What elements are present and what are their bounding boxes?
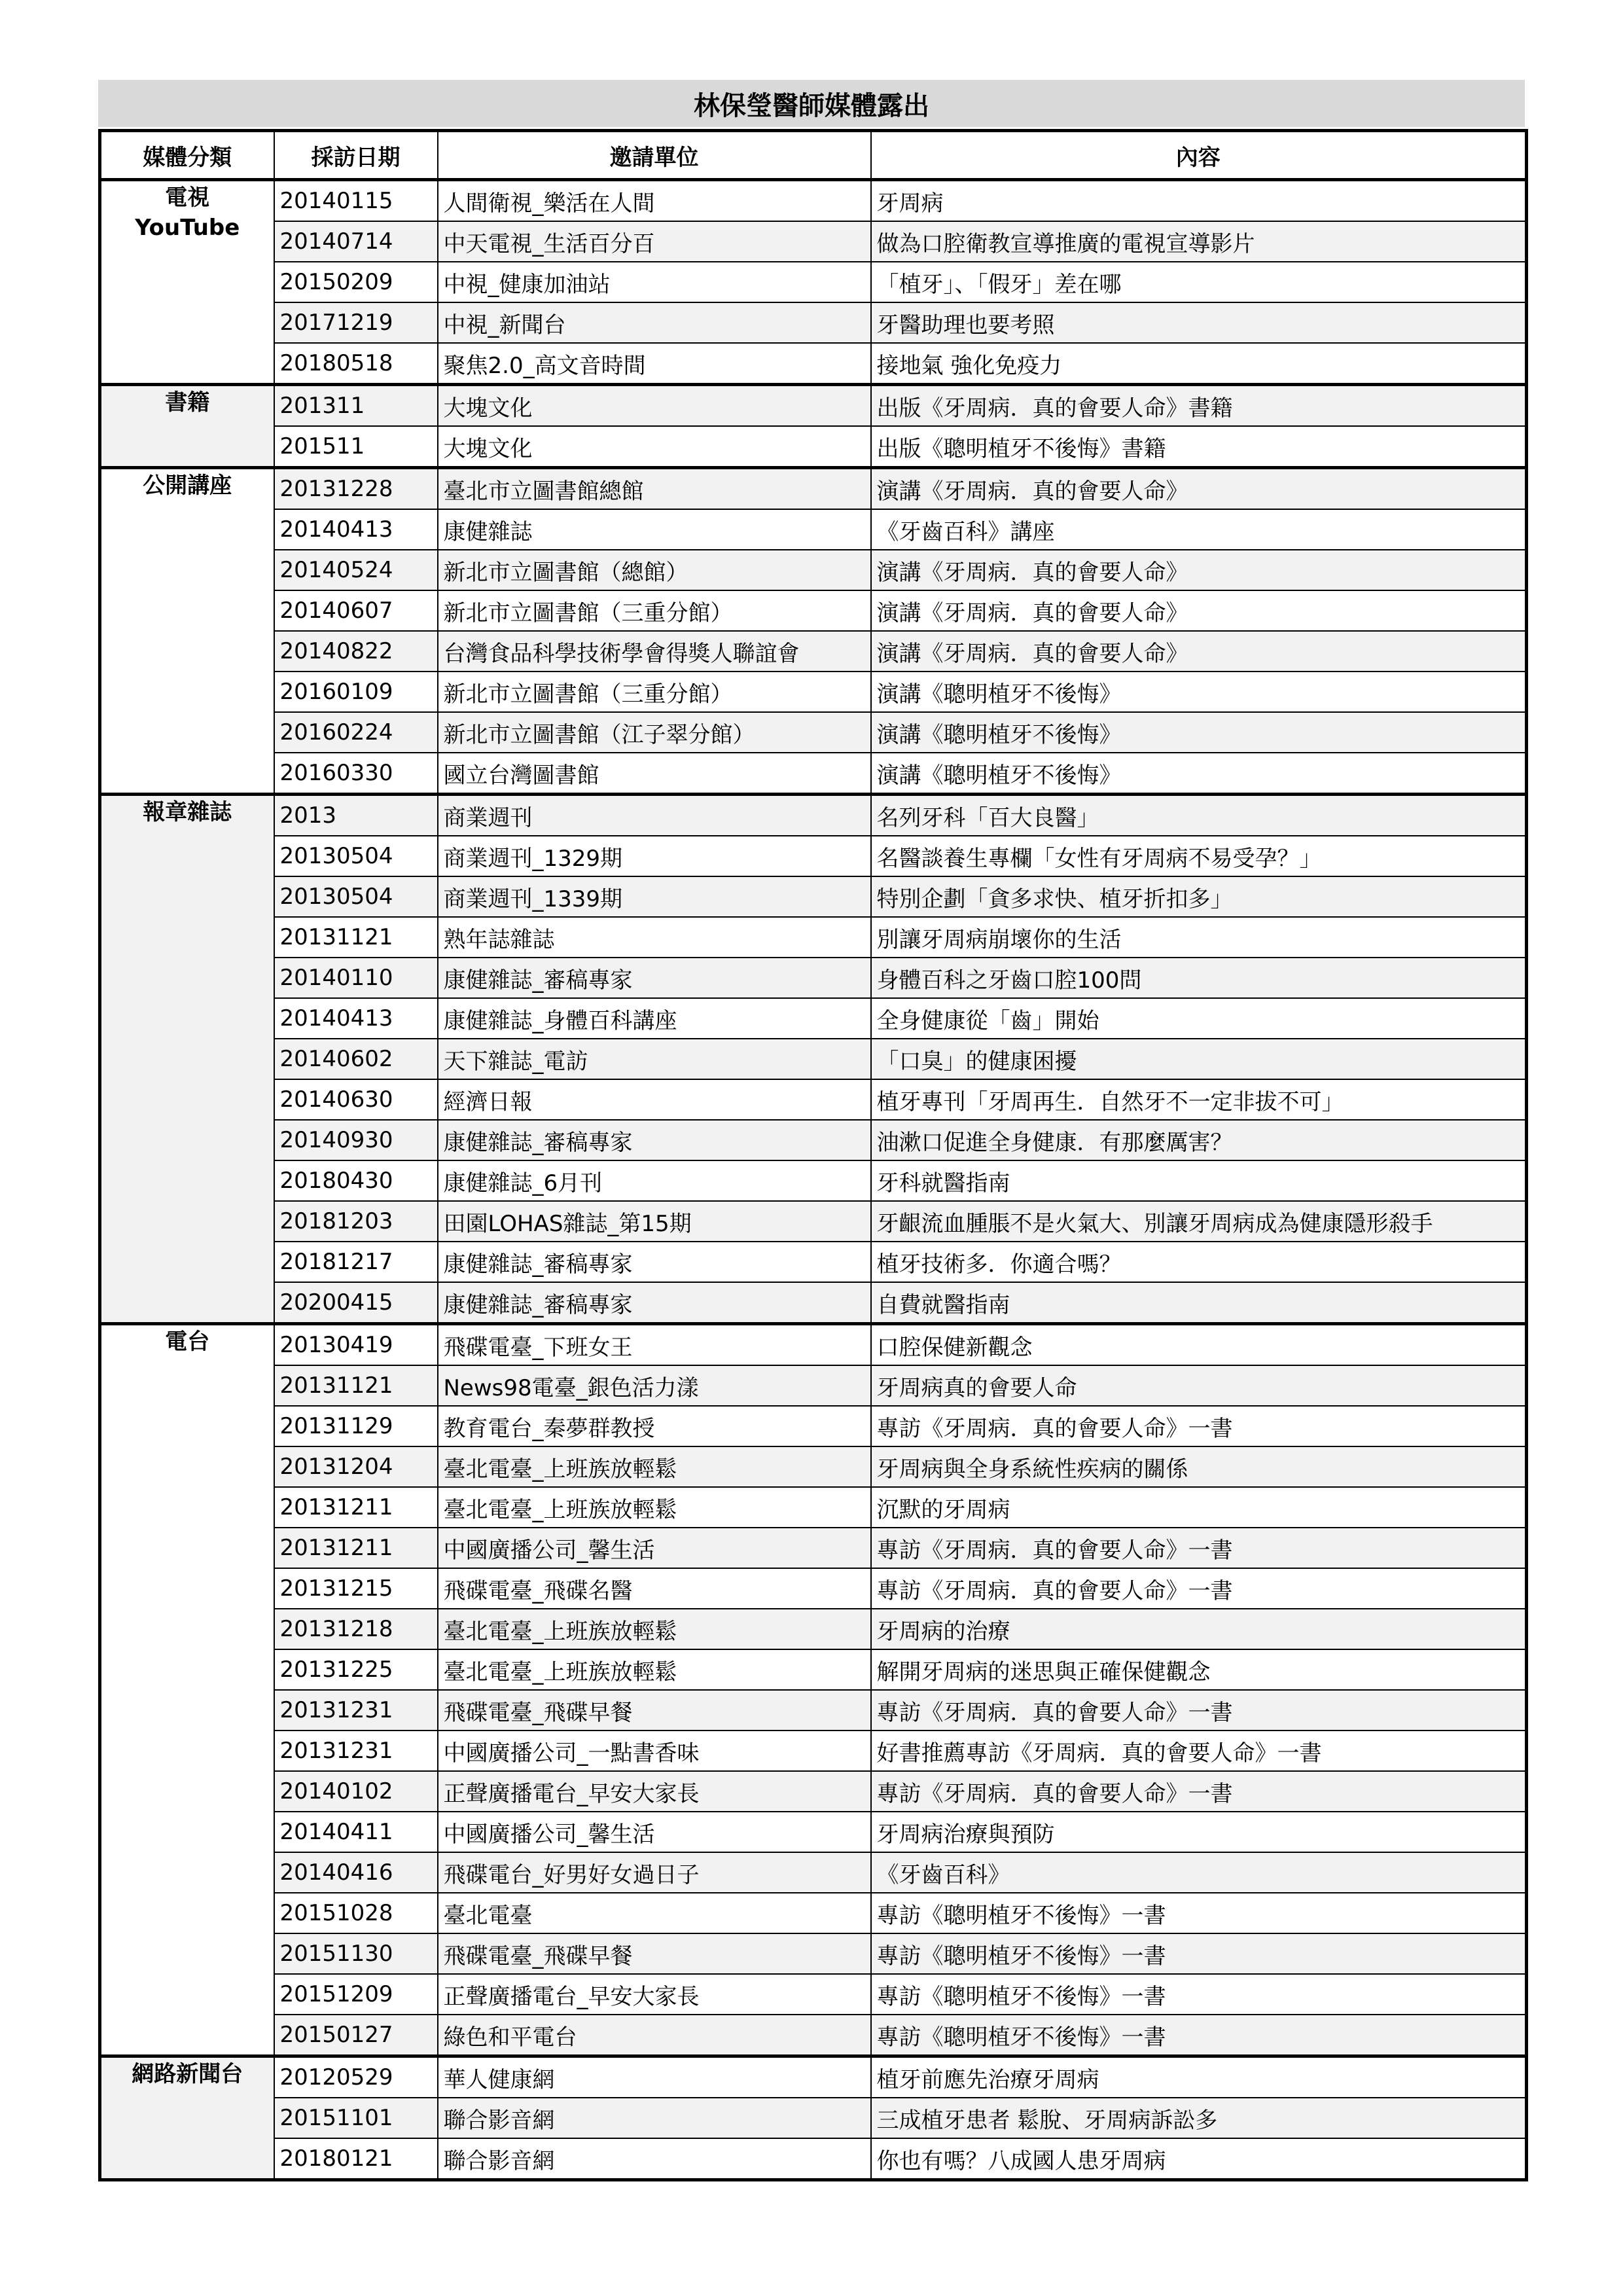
organizer-cell: 臺北電臺_上班族放輕鬆 (438, 1487, 871, 1528)
organizer-cell: 中國廣播公司_一點書香味 (438, 1731, 871, 1771)
date-cell: 20171219 (274, 302, 438, 343)
organizer-cell: 飛碟電臺_下班女王 (438, 1324, 871, 1366)
date-cell: 20180518 (274, 343, 438, 385)
organizer-cell: News98電臺_銀色活力漾 (438, 1365, 871, 1406)
organizer-cell: 台灣食品科學技術學會得獎人聯誼會 (438, 631, 871, 672)
table-row (100, 1731, 1527, 1771)
content-cell: 專訪《牙周病．真的會要人命》一書 (871, 1690, 1527, 1731)
date-cell: 20140714 (274, 221, 438, 262)
organizer-cell: 中天電視_生活百分百 (438, 221, 871, 262)
content-cell: 植牙技術多．你適合嗎？ (871, 1242, 1527, 1282)
content-cell: 你也有嗎？八成國人患牙周病 (871, 2138, 1527, 2180)
table-row (100, 1528, 1527, 1568)
date-cell: 201511 (274, 426, 438, 468)
table-row (100, 1609, 1527, 1649)
table-row (100, 672, 1527, 712)
category-label: 報章雜誌 (143, 799, 232, 825)
date-cell: 20140630 (274, 1079, 438, 1120)
organizer-cell: 臺北電臺_上班族放輕鬆 (438, 1609, 871, 1649)
table-row (100, 753, 1527, 795)
content-cell: 專訪《牙周病．真的會要人命》一書 (871, 1528, 1527, 1568)
organizer-cell: 大塊文化 (438, 426, 871, 468)
date-cell: 20131225 (274, 1649, 438, 1690)
category-label: 電視 (165, 185, 210, 211)
date-cell: 20140416 (274, 1852, 438, 1893)
category-label: YouTube (135, 215, 240, 241)
table-row (100, 1487, 1527, 1528)
organizer-cell: 教育電台_秦夢群教授 (438, 1406, 871, 1446)
date-cell: 20140607 (274, 590, 438, 631)
content-cell: 牙周病治療與預防 (871, 1812, 1527, 1852)
content-cell: 別讓牙周病崩壞你的生活 (871, 917, 1527, 958)
category-label: 公開講座 (143, 473, 232, 499)
header-date: 採訪日期 (274, 131, 438, 180)
content-cell: 《牙齒百科》講座 (871, 509, 1527, 550)
organizer-cell: 商業週刊_1329期 (438, 836, 871, 876)
date-cell: 20131215 (274, 1568, 438, 1609)
table-row (100, 1242, 1527, 1282)
content-cell: 自費就醫指南 (871, 1282, 1527, 1324)
page-title: 林保瑩醫師媒體露出 (98, 80, 1525, 127)
table-body (100, 180, 1527, 2180)
table-row (100, 1568, 1527, 1609)
organizer-cell: 康健雜誌_6月刊 (438, 1160, 871, 1201)
organizer-cell: 臺北電臺_上班族放輕鬆 (438, 1649, 871, 1690)
table-row (100, 1933, 1527, 1974)
table-row (100, 1812, 1527, 1852)
table-row (100, 262, 1527, 302)
table-row (100, 2056, 1527, 2098)
table-row (100, 343, 1527, 385)
table-row (100, 1974, 1527, 2015)
organizer-cell: 康健雜誌 (438, 509, 871, 550)
content-cell: 演講《聰明植牙不後悔》 (871, 672, 1527, 712)
date-cell: 20131231 (274, 1731, 438, 1771)
category-cell (100, 795, 274, 1324)
content-cell: 植牙前應先治療牙周病 (871, 2056, 1527, 2098)
organizer-cell: 經濟日報 (438, 1079, 871, 1120)
date-cell: 20130419 (274, 1324, 438, 1366)
organizer-cell: 臺北市立圖書館總館 (438, 468, 871, 510)
content-cell: 出版《聰明植牙不後悔》書籍 (871, 426, 1527, 468)
content-cell: 演講《聰明植牙不後悔》 (871, 753, 1527, 795)
content-cell: 牙周病的治療 (871, 1609, 1527, 1649)
category-cell (100, 1324, 274, 2056)
content-cell: 牙科就醫指南 (871, 1160, 1527, 1201)
content-cell: 解開牙周病的迷思與正確保健觀念 (871, 1649, 1527, 1690)
category-cell (100, 180, 274, 385)
table-row (100, 1324, 1527, 1366)
media-table (98, 129, 1528, 2181)
date-cell: 20140930 (274, 1120, 438, 1160)
date-cell: 20151130 (274, 1933, 438, 1974)
table-row (100, 1079, 1527, 1120)
date-cell: 20140413 (274, 509, 438, 550)
table-row (100, 1893, 1527, 1933)
date-cell: 20151101 (274, 2098, 438, 2138)
content-cell: 植牙專刊「牙周再生．自然牙不一定非拔不可」 (871, 1079, 1527, 1120)
organizer-cell: 人間衛視_樂活在人間 (438, 180, 871, 222)
content-cell: 油漱口促進全身健康．有那麼厲害？ (871, 1120, 1527, 1160)
table-row (100, 998, 1527, 1039)
organizer-cell: 飛碟電臺_飛碟早餐 (438, 1933, 871, 1974)
organizer-cell: 飛碟電臺_飛碟名醫 (438, 1568, 871, 1609)
organizer-cell: 新北市立圖書館（總館） (438, 550, 871, 590)
date-cell: 20120529 (274, 2056, 438, 2098)
organizer-cell: 中國廣播公司_馨生活 (438, 1812, 871, 1852)
category-cell (100, 385, 274, 468)
table-row (100, 631, 1527, 672)
table-row (100, 2138, 1527, 2180)
content-cell: 做為口腔衛教宣導推廣的電視宣導影片 (871, 221, 1527, 262)
table-row (100, 590, 1527, 631)
table-row (100, 917, 1527, 958)
content-cell: 口腔保健新觀念 (871, 1324, 1527, 1366)
content-cell: 「口臭」的健康困擾 (871, 1039, 1527, 1079)
organizer-cell: 聯合影音網 (438, 2098, 871, 2138)
date-cell: 20140822 (274, 631, 438, 672)
organizer-cell: 聯合影音網 (438, 2138, 871, 2180)
date-cell: 20151028 (274, 1893, 438, 1933)
category-cell (100, 468, 274, 795)
date-cell: 201311 (274, 385, 438, 427)
organizer-cell: 中國廣播公司_馨生活 (438, 1528, 871, 1568)
date-cell: 20140411 (274, 1812, 438, 1852)
content-cell: 《牙齒百科》 (871, 1852, 1527, 1893)
content-cell: 專訪《聰明植牙不後悔》一書 (871, 1974, 1527, 2015)
organizer-cell: 華人健康網 (438, 2056, 871, 2098)
content-cell: 專訪《聰明植牙不後悔》一書 (871, 1933, 1527, 1974)
header-category: 媒體分類 (100, 131, 274, 180)
date-cell: 20140110 (274, 958, 438, 998)
date-cell: 20181217 (274, 1242, 438, 1282)
organizer-cell: 商業週刊 (438, 795, 871, 836)
date-cell: 20151209 (274, 1974, 438, 2015)
content-cell: 接地氣 強化免疫力 (871, 343, 1527, 385)
table-row (100, 385, 1527, 427)
date-cell: 20160224 (274, 712, 438, 753)
organizer-cell: 國立台灣圖書館 (438, 753, 871, 795)
date-cell: 20130504 (274, 876, 438, 917)
table-row (100, 221, 1527, 262)
date-cell: 20140115 (274, 180, 438, 222)
table-row (100, 1852, 1527, 1893)
date-cell: 20140102 (274, 1771, 438, 1812)
date-cell: 20131211 (274, 1528, 438, 1568)
table-row (100, 1771, 1527, 1812)
content-cell: 牙周病與全身系統性疾病的關係 (871, 1446, 1527, 1487)
table-row (100, 509, 1527, 550)
table-row (100, 1406, 1527, 1446)
header-organizer: 邀請單位 (438, 131, 871, 180)
organizer-cell: 臺北電臺_上班族放輕鬆 (438, 1446, 871, 1487)
date-cell: 20180430 (274, 1160, 438, 1201)
organizer-cell: 田園LOHAS雜誌_第15期 (438, 1201, 871, 1242)
header-content: 內容 (871, 131, 1527, 180)
organizer-cell: 正聲廣播電台_早安大家長 (438, 1771, 871, 1812)
table-row (100, 1039, 1527, 1079)
date-cell: 20181203 (274, 1201, 438, 1242)
organizer-cell: 康健雜誌_身體百科講座 (438, 998, 871, 1039)
content-cell: 身體百科之牙齒口腔100問 (871, 958, 1527, 998)
content-cell: 演講《聰明植牙不後悔》 (871, 712, 1527, 753)
date-cell: 20131211 (274, 1487, 438, 1528)
date-cell: 2013 (274, 795, 438, 836)
date-cell: 20150127 (274, 2015, 438, 2056)
date-cell: 20180121 (274, 2138, 438, 2180)
category-label: 電台 (165, 1329, 210, 1355)
table-row (100, 2098, 1527, 2138)
organizer-cell: 商業週刊_1339期 (438, 876, 871, 917)
date-cell: 20140413 (274, 998, 438, 1039)
content-cell: 演講《牙周病．真的會要人命》 (871, 631, 1527, 672)
content-cell: 專訪《牙周病．真的會要人命》一書 (871, 1568, 1527, 1609)
table-row (100, 1120, 1527, 1160)
organizer-cell: 新北市立圖書館（江子翠分館） (438, 712, 871, 753)
content-cell: 牙醫助理也要考照 (871, 302, 1527, 343)
date-cell: 20131228 (274, 468, 438, 510)
date-cell: 20131218 (274, 1609, 438, 1649)
content-cell: 名醫談養生專欄「女性有牙周病不易受孕？」 (871, 836, 1527, 876)
organizer-cell: 飛碟電台_好男好女過日子 (438, 1852, 871, 1893)
table-row (100, 2015, 1527, 2056)
category-cell (100, 2056, 274, 2180)
organizer-cell: 熟年誌雜誌 (438, 917, 871, 958)
organizer-cell: 聚焦2.0_高文音時間 (438, 343, 871, 385)
table-row (100, 958, 1527, 998)
content-cell: 演講《牙周病．真的會要人命》 (871, 468, 1527, 510)
organizer-cell: 新北市立圖書館（三重分館） (438, 590, 871, 631)
organizer-cell: 中視_健康加油站 (438, 262, 871, 302)
date-cell: 20131121 (274, 1365, 438, 1406)
date-cell: 20131204 (274, 1446, 438, 1487)
content-cell: 專訪《牙周病．真的會要人命》一書 (871, 1771, 1527, 1812)
organizer-cell: 中視_新聞台 (438, 302, 871, 343)
content-cell: 出版《牙周病．真的會要人命》書籍 (871, 385, 1527, 427)
content-cell: 名列牙科「百大良醫」 (871, 795, 1527, 836)
organizer-cell: 康健雜誌_審稿專家 (438, 1282, 871, 1324)
table-row (100, 836, 1527, 876)
table-row (100, 302, 1527, 343)
organizer-cell: 正聲廣播電台_早安大家長 (438, 1974, 871, 2015)
organizer-cell: 康健雜誌_審稿專家 (438, 958, 871, 998)
organizer-cell: 天下雜誌_電訪 (438, 1039, 871, 1079)
table-row (100, 1201, 1527, 1242)
table-row (100, 1446, 1527, 1487)
date-cell: 20200415 (274, 1282, 438, 1324)
organizer-cell: 康健雜誌_審稿專家 (438, 1120, 871, 1160)
header-row (100, 131, 1527, 180)
organizer-cell: 飛碟電臺_飛碟早餐 (438, 1690, 871, 1731)
table-row (100, 712, 1527, 753)
table-row (100, 1365, 1527, 1406)
date-cell: 20140524 (274, 550, 438, 590)
organizer-cell: 臺北電臺 (438, 1893, 871, 1933)
content-cell: 牙齦流血腫脹不是火氣大、別讓牙周病成為健康隱形殺手 (871, 1201, 1527, 1242)
date-cell: 20131121 (274, 917, 438, 958)
content-cell: 專訪《聰明植牙不後悔》一書 (871, 1893, 1527, 1933)
date-cell: 20130504 (274, 836, 438, 876)
content-cell: 好書推薦專訪《牙周病．真的會要人命》一書 (871, 1731, 1527, 1771)
organizer-cell: 新北市立圖書館（三重分館） (438, 672, 871, 712)
content-cell: 牙周病 (871, 180, 1527, 222)
date-cell: 20160330 (274, 753, 438, 795)
table-row (100, 1160, 1527, 1201)
date-cell: 20140602 (274, 1039, 438, 1079)
content-cell: 牙周病真的會要人命 (871, 1365, 1527, 1406)
content-cell: 專訪《聰明植牙不後悔》一書 (871, 2015, 1527, 2056)
content-cell: 演講《牙周病．真的會要人命》 (871, 590, 1527, 631)
date-cell: 20160109 (274, 672, 438, 712)
content-cell: 全身健康從「齒」開始 (871, 998, 1527, 1039)
content-cell: 「植牙」、「假牙」差在哪 (871, 262, 1527, 302)
table-row (100, 550, 1527, 590)
table-row (100, 1649, 1527, 1690)
table-row (100, 426, 1527, 468)
organizer-cell: 綠色和平電台 (438, 2015, 871, 2056)
table-row (100, 468, 1527, 510)
content-cell: 三成植牙患者 鬆脫、牙周病訴訟多 (871, 2098, 1527, 2138)
table-row (100, 180, 1527, 222)
content-cell: 演講《牙周病．真的會要人命》 (871, 550, 1527, 590)
table-row (100, 1282, 1527, 1324)
content-cell: 沉默的牙周病 (871, 1487, 1527, 1528)
category-label: 網路新聞台 (132, 2061, 243, 2087)
table-row (100, 1690, 1527, 1731)
table-row (100, 876, 1527, 917)
table-row (100, 795, 1527, 836)
date-cell: 20150209 (274, 262, 438, 302)
content-cell: 特別企劃「貪多求快、植牙折扣多」 (871, 876, 1527, 917)
organizer-cell: 大塊文化 (438, 385, 871, 427)
date-cell: 20131129 (274, 1406, 438, 1446)
date-cell: 20131231 (274, 1690, 438, 1731)
content-cell: 專訪《牙周病．真的會要人命》一書 (871, 1406, 1527, 1446)
organizer-cell: 康健雜誌_審稿專家 (438, 1242, 871, 1282)
category-label: 書籍 (165, 389, 210, 416)
